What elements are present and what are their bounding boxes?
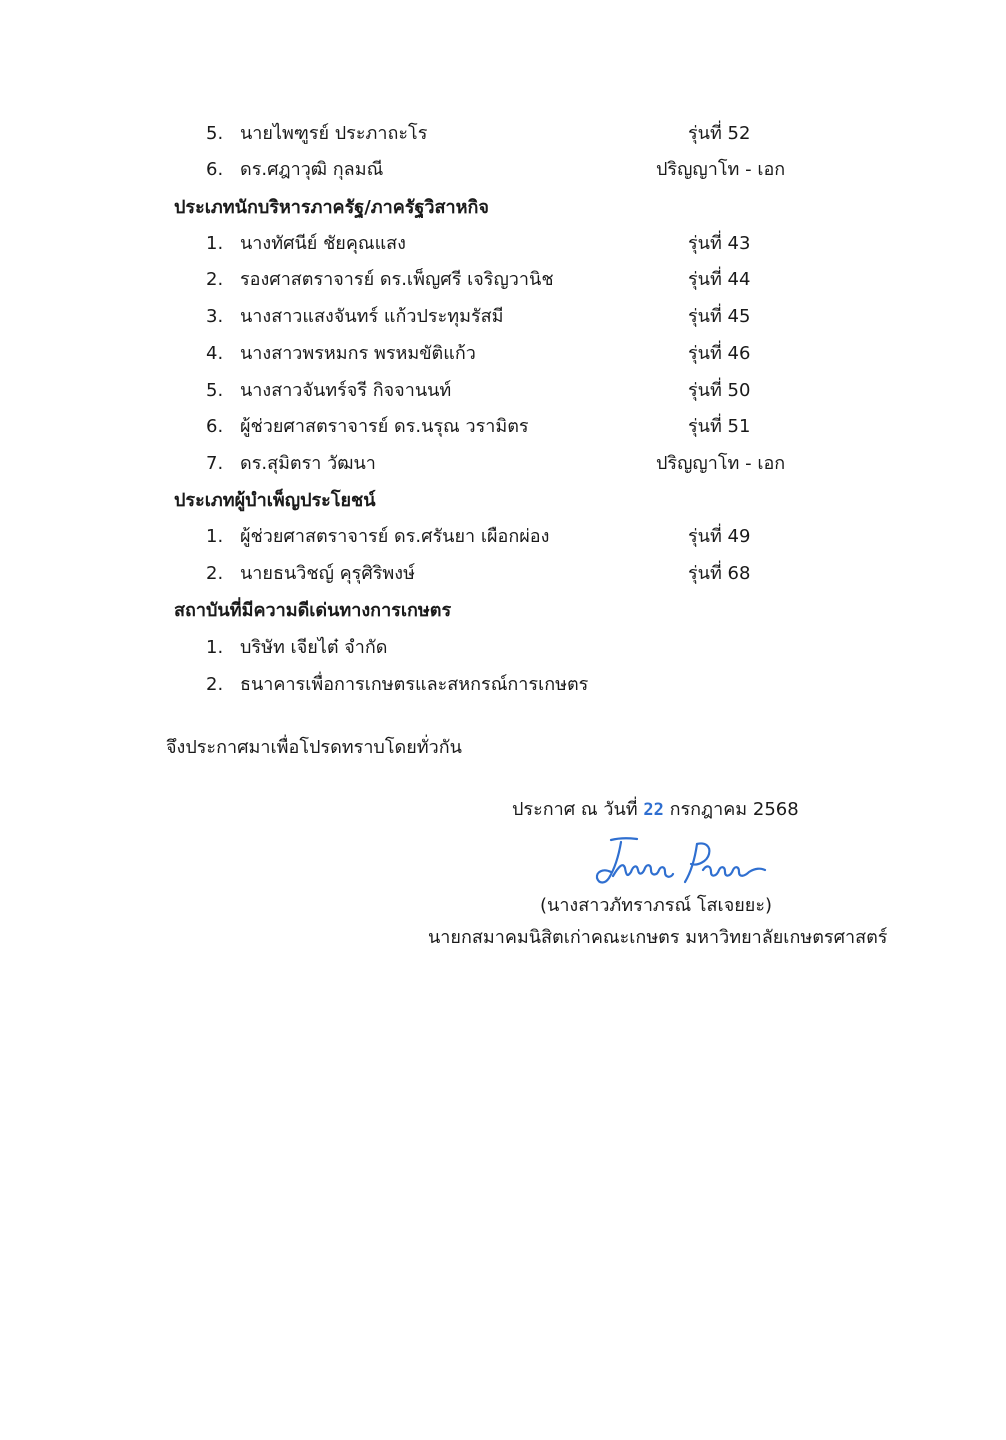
closing-statement: จึงประกาศมาเพื่อโปรดทราบโดยทั่วกัน [166, 737, 462, 758]
item-cohort: รุ่นที่ 50 [688, 380, 751, 401]
item-cohort: รุ่นที่ 43 [688, 233, 751, 254]
item-name: นายไพฑูรย์ ประภาถะโร [240, 123, 428, 144]
item-number: 1. [206, 637, 224, 658]
item-name: นายธนวิชญ์ คุรุศิริพงษ์ [240, 563, 415, 584]
date-month-year: กรกฎาคม 2568 [669, 799, 799, 820]
item-name: นางสาวจันทร์จรี กิจจานนท์ [240, 380, 452, 401]
item-name: รองศาสตราจารย์ ดร.เพ็ญศรี เจริญวานิช [240, 269, 554, 290]
item-number: 5. [206, 380, 224, 401]
item-name: นางทัศนีย์ ชัยคุณแสง [240, 233, 406, 254]
item-number: 1. [206, 233, 224, 254]
item-cohort: รุ่นที่ 51 [688, 416, 751, 437]
item-number: 2. [206, 269, 224, 290]
date-day: 22 [643, 800, 664, 820]
item-cohort: ปริญญาโท - เอก [656, 159, 786, 180]
item-cohort: รุ่นที่ 46 [688, 343, 751, 364]
item-number: 5. [206, 123, 224, 144]
item-name: ดร.สุมิตรา วัฒนา [240, 453, 376, 474]
item-number: 7. [206, 453, 224, 474]
item-name: นางสาวแสงจันทร์ แก้วประทุมรัสมี [240, 306, 504, 327]
item-number: 6. [206, 416, 224, 437]
handwritten-signature [585, 832, 775, 894]
signer-title: นายกสมาคมนิสิตเก่าคณะเกษตร มหาวิทยาลัยเกษตรศาสตร์ [428, 927, 888, 948]
item-cohort: รุ่นที่ 52 [688, 123, 751, 144]
item-cohort: รุ่นที่ 45 [688, 306, 751, 327]
item-cohort: รุ่นที่ 49 [688, 526, 751, 547]
item-name: ผู้ช่วยศาสตราจารย์ ดร.นรุณ วรามิตร [240, 416, 529, 437]
date-prefix: ประกาศ ณ วันที่ [512, 799, 638, 820]
section-heading-institution: สถาบันที่มีความดีเด่นทางการเกษตร [174, 600, 452, 621]
item-name: ผู้ช่วยศาสตราจารย์ ดร.ศรันยา เผือกผ่อง [240, 526, 550, 547]
item-cohort: ปริญญาโท - เอก [656, 453, 786, 474]
item-name: ดร.ศฎาวุฒิ กุลมณี [240, 159, 384, 180]
section-heading-public-benefit: ประเภทผู้บำเพ็ญประโยชน์ [174, 490, 376, 511]
item-name: นางสาวพรหมกร พรหมขัติแก้ว [240, 343, 476, 364]
item-number: 6. [206, 159, 224, 180]
item-number: 4. [206, 343, 224, 364]
item-name: ธนาคารเพื่อการเกษตรและสหกรณ์การเกษตร [240, 674, 589, 695]
item-number: 3. [206, 306, 224, 327]
item-cohort: รุ่นที่ 44 [688, 269, 751, 290]
item-name: บริษัท เจียไต๋ จำกัด [240, 637, 388, 658]
section-heading-state-executives: ประเภทนักบริหารภาครัฐ/ภาครัฐวิสาหกิจ [174, 197, 489, 218]
item-number: 2. [206, 563, 224, 584]
item-number: 1. [206, 526, 224, 547]
signer-name: (นางสาวภัทราภรณ์ โสเจยยะ) [540, 895, 773, 916]
announcement-date [512, 798, 799, 822]
item-cohort: รุ่นที่ 68 [688, 563, 751, 584]
item-number: 2. [206, 674, 224, 695]
